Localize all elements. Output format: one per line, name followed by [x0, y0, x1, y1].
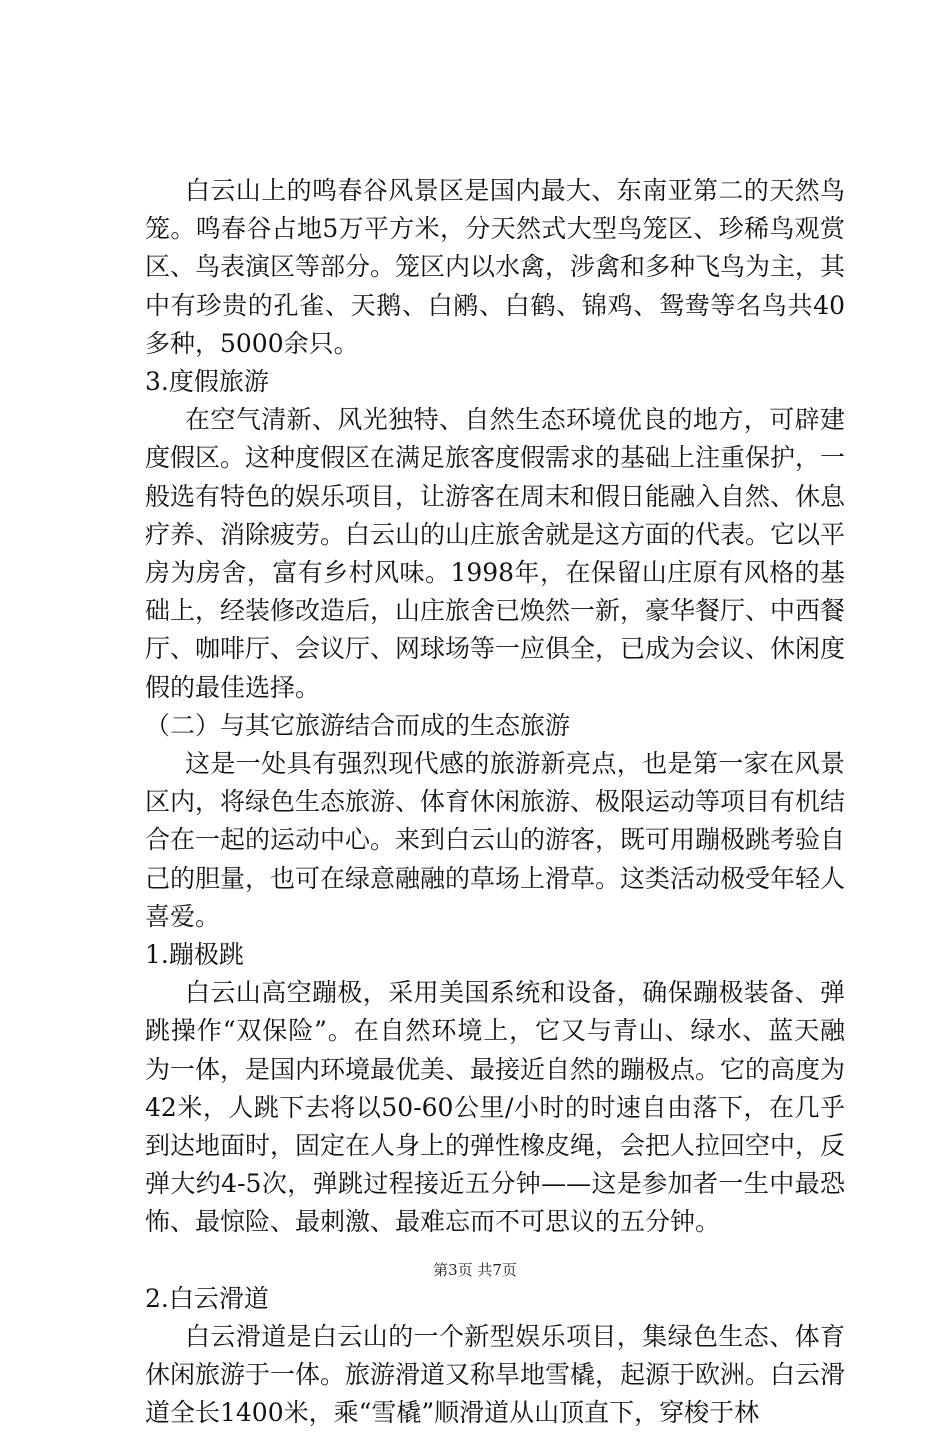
- heading-baiyun-slide: 2.白云滑道: [145, 1283, 269, 1313]
- paragraph-sports-center: 这是一处具有强烈现代感的旅游新亮点，也是第一家在风景区内，将绿色生态旅游、体育休闲旅游、极限运动等项目有机结合在一起的运动中心。来到白云山的游客，既可用蹦极跳考验自己的胆量，也可在绿意融融的草场上滑草。这类活动极受年轻人喜爱。: [145, 749, 846, 931]
- paragraph-bird-cage: 白云山上的鸣春谷风景区是国内最大、东南亚第二的天然鸟笼。鸣春谷占地5万平方米，分天然式大型鸟笼区、珍稀鸟观赏区、鸟表演区等部分。笼区内以水禽，涉禽和多种飞鸟为主，其中有珍贵的孔雀、天鹅、白鹇、白鹤、锦鸡、鸳鸯等名鸟共40多种，5000余只。: [145, 176, 846, 358]
- paragraph-resort-tourism: 在空气清新、风光独特、自然生态环境优良的地方，可辟建度假区。这种度假区在满足旅客度假需求的基础上注重保护，一般选有特色的娱乐项目，让游客在周末和假日能融入自然、休息疗养、消除疲劳。白云山的山庄旅舍就是这方面的代表。它以平房为房舍，富有乡村风味。1998年，在保留山庄原有风格的基础上，经装修改造后，山庄旅舍已焕然一新，豪华餐厅、中西餐厅、咖啡厅、会议厅、网球场等一应俱全，已成为会议、休闲度假的最佳选择。: [145, 405, 846, 702]
- paragraph-bungee-jumping: 白云山高空蹦极，采用美国系统和设备，确保蹦极装备、弹跳操作“双保险”。在自然环境上，它又与青山、绿水、蓝天融为一体，是国内环境最优美、最接近自然的蹦极点。它的高度为42米，人跳下去将以50-60公里/小时的时速自由落下，在几乎到达地面时，固定在人身上的弹性橡皮绳，会把人拉回空中，反弹大约4-5次，弹跳过程接近五分钟——这是参加者一生中最恐怖、最惊险、最刺激、最难忘而不可思议的五分钟。: [145, 978, 846, 1237]
- page-number-footer: 第3页 共7页: [433, 1261, 517, 1279]
- heading-combined-eco-tourism: （二）与其它旅游结合而成的生态旅游: [145, 710, 571, 740]
- document-body: [145, 172, 845, 1433]
- heading-bungee-jumping: 1.蹦极跳: [145, 940, 244, 970]
- heading-resort-tourism: 3.度假旅游: [145, 367, 269, 397]
- paragraph-baiyun-slide: 白云滑道是白云山的一个新型娱乐项目，集绿色生态、体育休闲旅游于一体。旅游滑道又称旱地雪橇，起源于欧洲。白云滑道全长1400米，乘“雪橇”顺滑道从山顶直下，穿梭于林: [145, 1321, 846, 1428]
